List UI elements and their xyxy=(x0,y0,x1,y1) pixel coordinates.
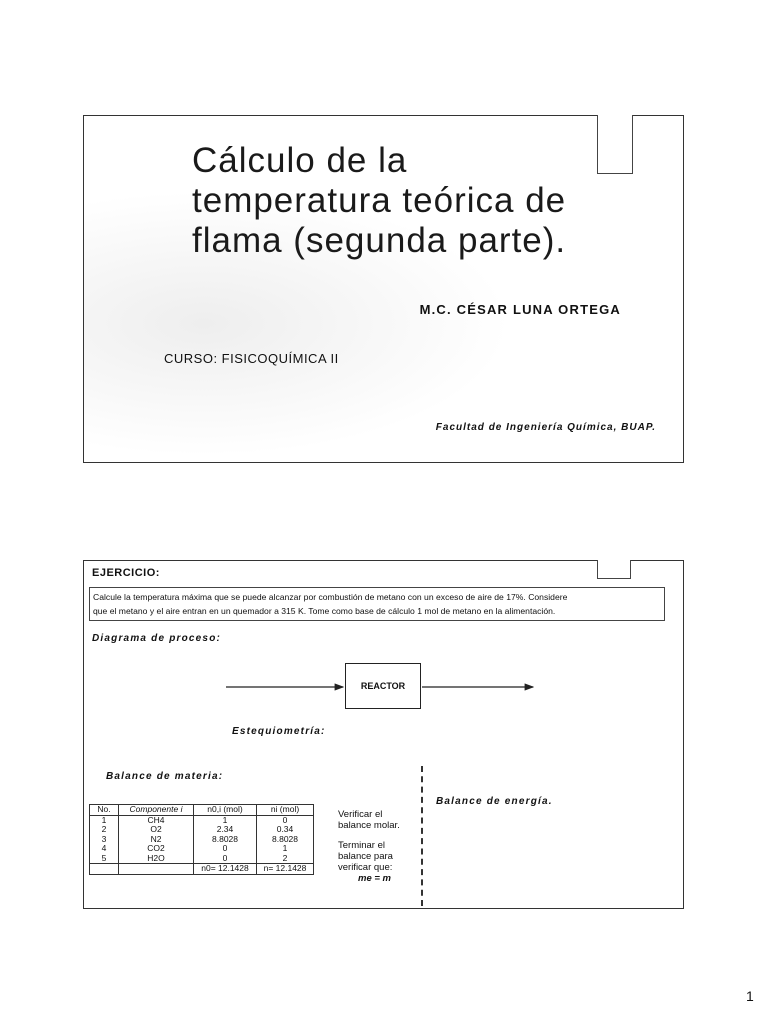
note-line: balance para xyxy=(338,851,393,862)
title-line: temperatura teórica de xyxy=(192,181,567,220)
title-line: Cálculo de la xyxy=(192,141,408,180)
cell: 1 xyxy=(90,815,119,825)
cell: N2 xyxy=(119,835,194,845)
cell: 2 xyxy=(257,854,314,864)
page-number: 1 xyxy=(746,988,754,1004)
cell: 5 xyxy=(90,854,119,864)
header-n: ni (mol) xyxy=(257,805,314,816)
table-total-row xyxy=(90,864,314,875)
reactor-label: REACTOR xyxy=(360,681,406,691)
process-diagram-label: Diagrama de proceso: xyxy=(92,633,222,644)
cell: 0 xyxy=(194,854,257,864)
title-slide xyxy=(83,115,684,463)
table-row xyxy=(90,854,314,864)
note-line: balance molar. xyxy=(338,820,400,831)
total-n: n= 12.1428 xyxy=(257,864,314,875)
cell: 3 xyxy=(90,835,119,845)
energy-balance-label: Balance de energía. xyxy=(436,796,553,807)
stoichiometry-label: Estequiometría: xyxy=(232,726,326,737)
title-line: flama (segunda parte). xyxy=(192,221,567,260)
verification-notes xyxy=(338,809,400,884)
cell: 8.8028 xyxy=(194,835,257,845)
cell: 1 xyxy=(194,815,257,825)
slide-title xyxy=(192,141,652,261)
exercise-heading: EJERCICIO: xyxy=(92,567,160,579)
cell: 1 xyxy=(257,844,314,854)
note-line: Verificar el xyxy=(338,809,383,820)
corner-decoration xyxy=(597,560,631,579)
cell: O2 xyxy=(119,825,194,835)
total-n0: n0= 12.1428 xyxy=(194,864,257,875)
faculty: Facultad de Ingeniería Química, BUAP. xyxy=(435,422,656,433)
cell: 8.8028 xyxy=(257,835,314,845)
problem-statement xyxy=(89,587,665,621)
cell: 0 xyxy=(257,815,314,825)
reactor-box xyxy=(345,663,421,709)
mass-equation: me = m xyxy=(358,873,392,884)
cell: H2O xyxy=(119,854,194,864)
header-component: Componente i xyxy=(119,805,194,816)
header-n0: n0,i (mol) xyxy=(194,805,257,816)
table-row xyxy=(90,835,314,845)
cell: CH4 xyxy=(119,815,194,825)
header-no: No. xyxy=(90,805,119,816)
note-line: Terminar el xyxy=(338,840,385,851)
mass-balance-table xyxy=(89,804,314,875)
course: CURSO: FISICOQUÍMICA II xyxy=(164,351,339,366)
section-divider xyxy=(421,766,423,906)
mass-balance-label: Balance de materia: xyxy=(106,771,224,782)
cell: 0 xyxy=(194,844,257,854)
cell: 4 xyxy=(90,844,119,854)
author: M.C. CÉSAR LUNA ORTEGA xyxy=(419,302,621,317)
exercise-slide xyxy=(83,560,684,909)
cell xyxy=(90,864,119,875)
problem-line: que el metano y el aire entran en un quemador a 315 K. Tome como base de cálculo 1 mol de metano en la alimentación. xyxy=(93,606,556,616)
table-row xyxy=(90,844,314,854)
cell: CO2 xyxy=(119,844,194,854)
cell: 0.34 xyxy=(257,825,314,835)
note-line: verificar que: xyxy=(338,862,393,873)
cell xyxy=(119,864,194,875)
cell: 2 xyxy=(90,825,119,835)
problem-line: Calcule la temperatura máxima que se puede alcanzar por combustión de metano con un exceso de aire de 17%. Considere xyxy=(93,592,568,602)
cell: 2.34 xyxy=(194,825,257,835)
